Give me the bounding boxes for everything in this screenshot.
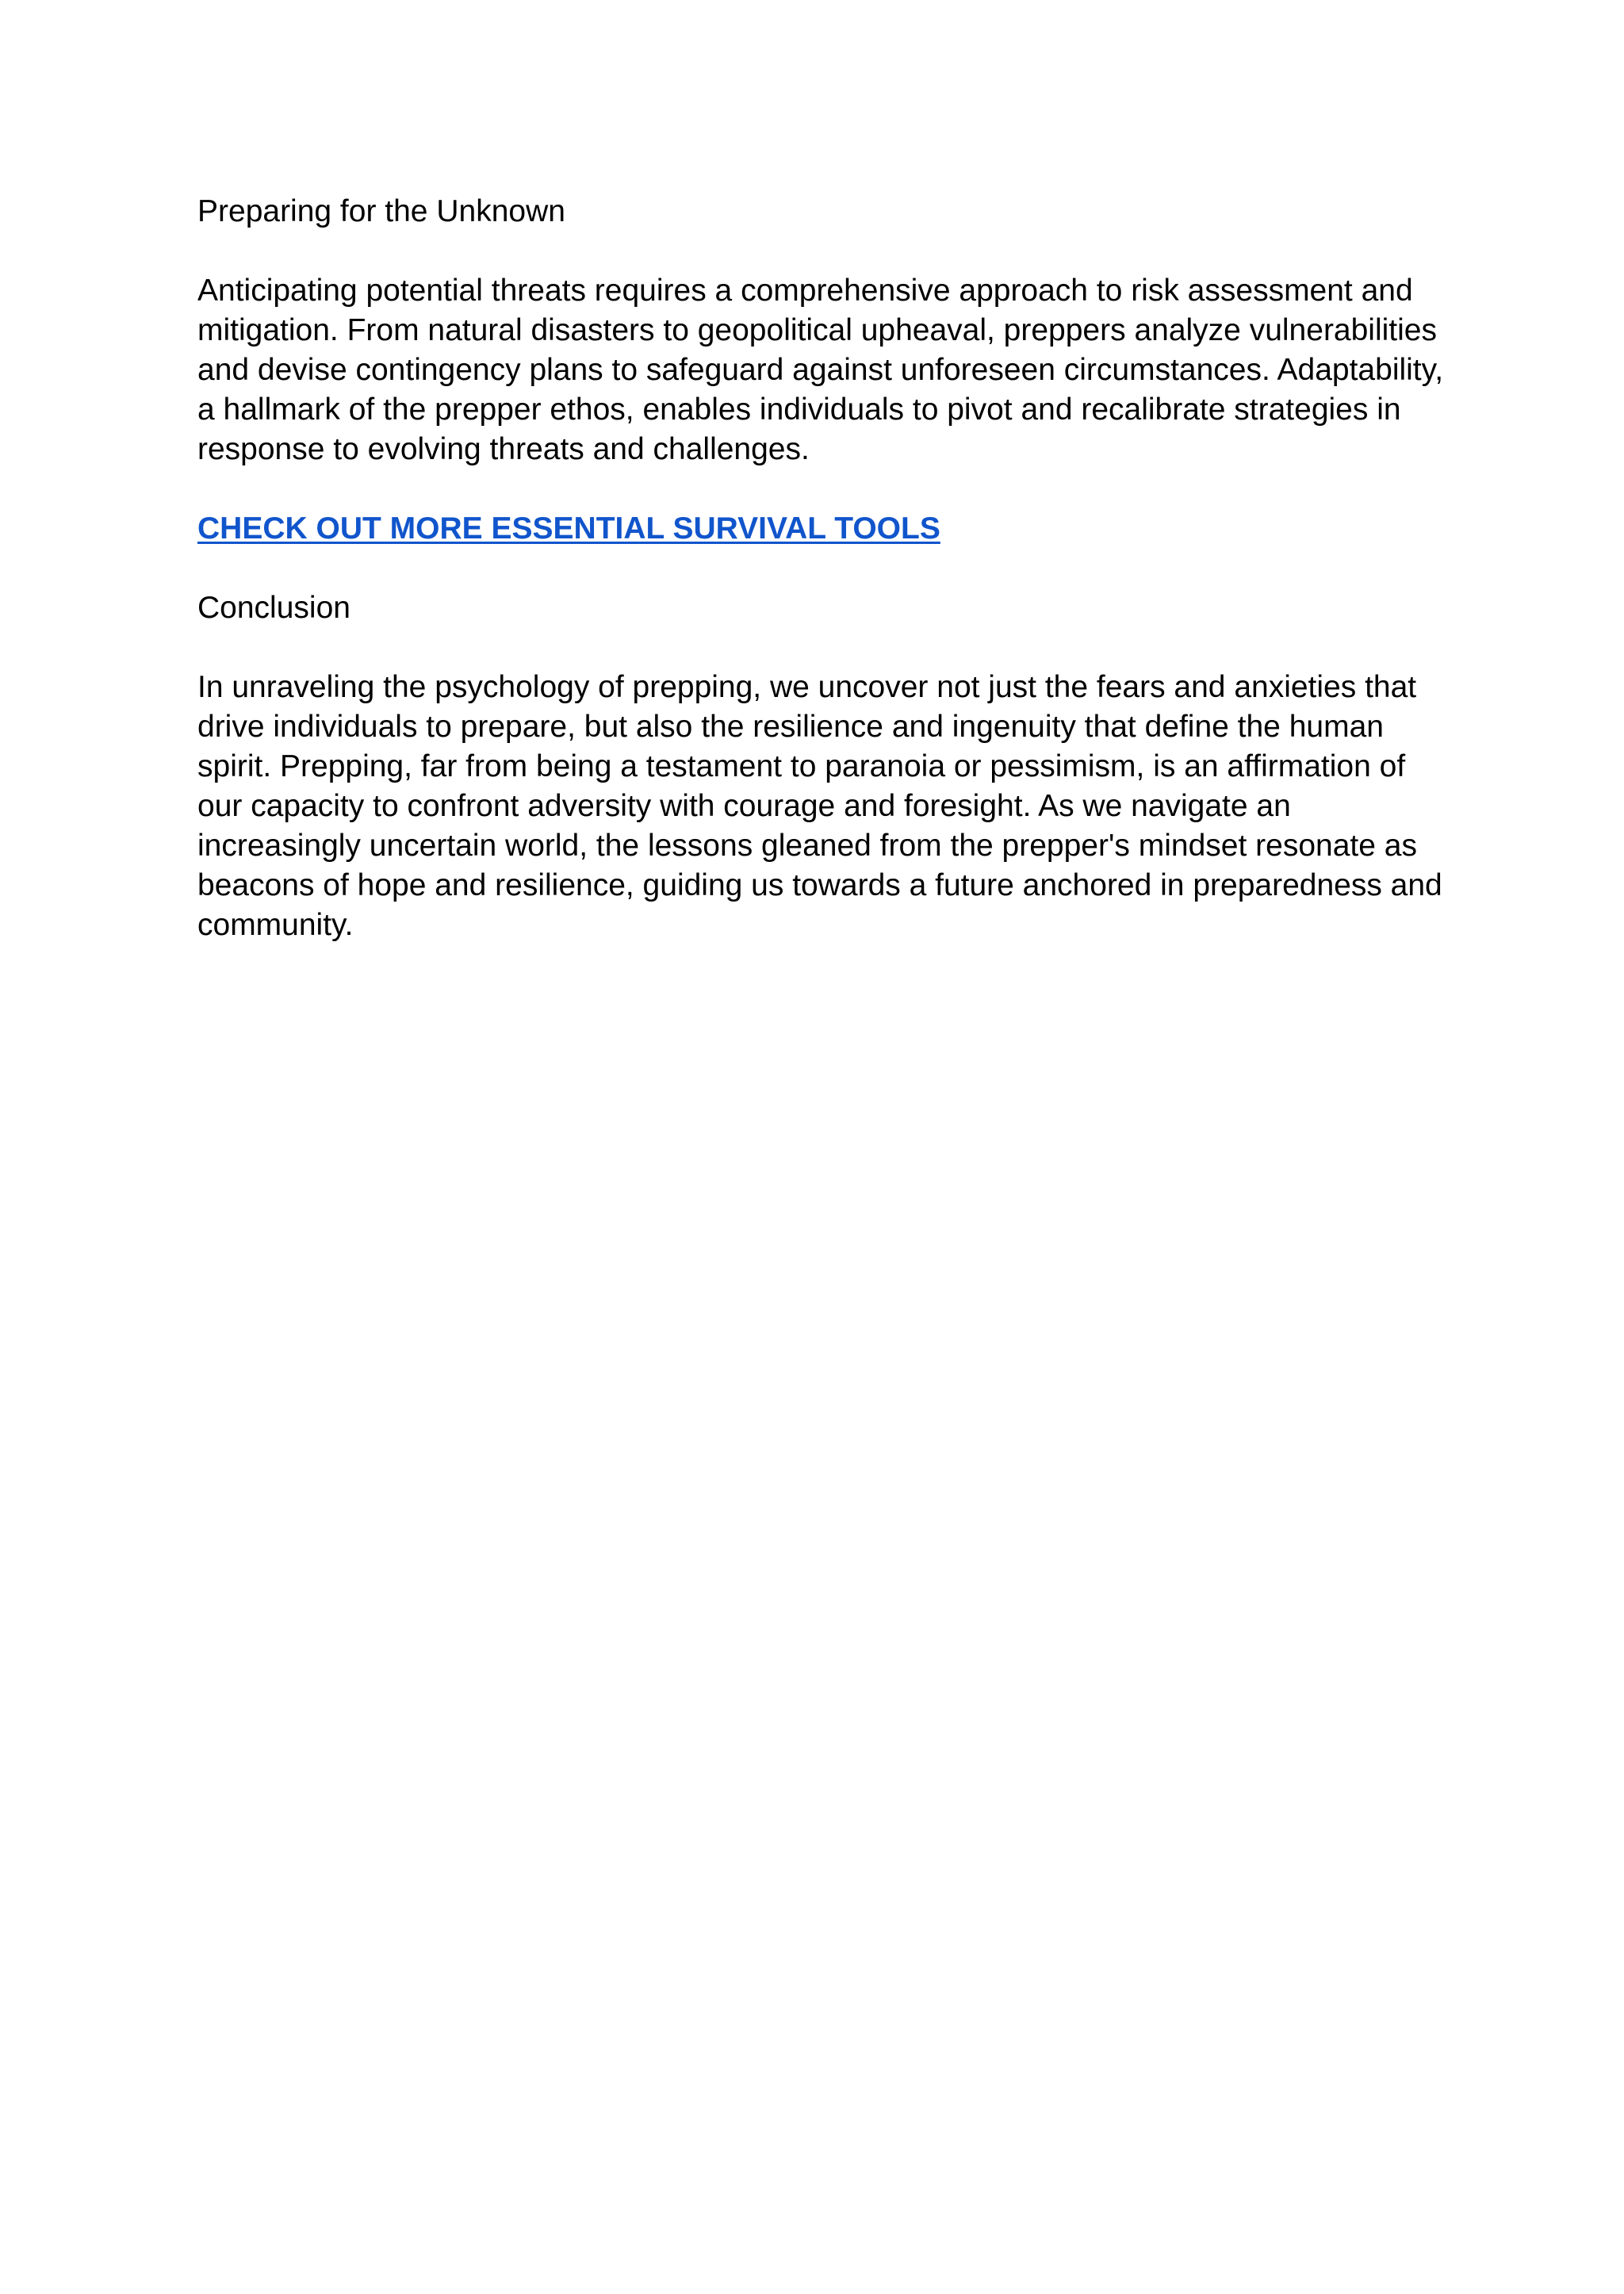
- document-content: [197, 192, 1450, 945]
- section-heading-preparing: Preparing for the Unknown: [197, 194, 565, 228]
- section-paragraph-preparing: Anticipating potential threats requires a comprehensive approach to risk assessment and mitigation. From natural disasters to geopolitical upheaval, preppers analyze vulnerabilities and devise contingency plans to safeguard against unforeseen circumstances. Adaptability, a hallmark of the prepper ethos, enables individuals to pivot and recalibrate strategies in response to evolving threats and challenges.: [197, 274, 1444, 466]
- section-paragraph-conclusion: In unraveling the psychology of prepping, we uncover not just the fears and anxieties that drive individuals to prepare, but also the resilience and ingenuity that define the human spirit. Prepping, far from being a testament to paranoia or pessimism, is an affirmation of our capacity to confront adversity with courage and foresight. As we navigate an increasingly uncertain world, the lessons gleaned from the prepper's mindset resonate as beacons of hope and resilience, guiding us towards a future anchored in preparedness and community.: [197, 670, 1442, 942]
- section-heading-conclusion: Conclusion: [197, 591, 350, 625]
- survival-tools-link[interactable]: CHECK OUT MORE ESSENTIAL SURVIVAL TOOLS: [197, 511, 940, 546]
